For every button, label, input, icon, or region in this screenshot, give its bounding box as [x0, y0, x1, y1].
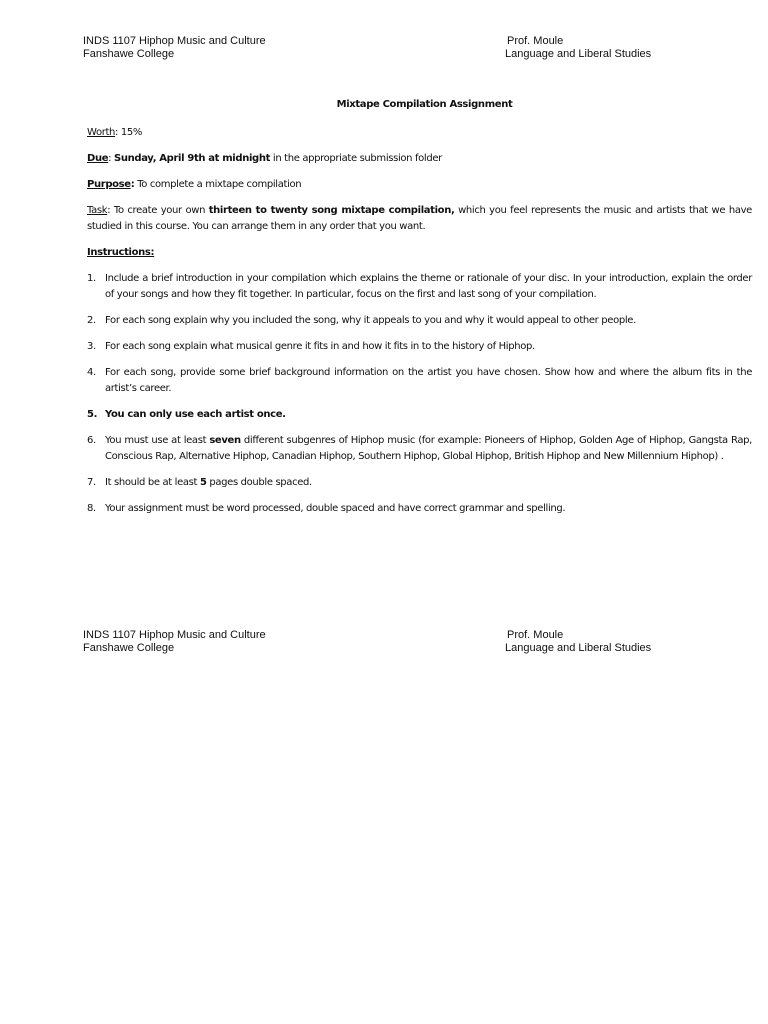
list-item	[87, 433, 752, 465]
task-bold: thirteen to twenty song mixtape compilation,	[208, 205, 455, 216]
professor-name: Prof. Moule	[507, 629, 564, 641]
worth-value: : 15%	[115, 127, 143, 138]
list-number: 7.	[87, 477, 96, 488]
instructions-label: Instructions:	[87, 247, 155, 258]
list-text-bold: seven	[209, 435, 241, 446]
list-text: You can only use each artist once.	[105, 409, 286, 420]
professor-name: Prof. Moule	[507, 35, 564, 47]
instructions-list	[87, 271, 752, 517]
department-name: Language and Liberal Studies	[505, 642, 652, 654]
instructions-heading	[87, 245, 752, 261]
list-text: Include a brief introduction in your compilation which explains the theme or rationale of your disc. In your introduction, explain the order of your songs and how they fit together. In particular, focus on the first and last song of your compilation.	[105, 273, 752, 300]
worth-line	[87, 125, 752, 141]
header-left	[83, 35, 266, 61]
list-text-post: pages double spaced.	[206, 477, 312, 488]
page-header	[0, 35, 768, 61]
list-number: 2.	[87, 315, 96, 326]
list-item	[87, 475, 752, 491]
list-text-pre: You must use at least	[105, 435, 210, 446]
footer-right	[505, 629, 651, 655]
due-line	[87, 151, 752, 167]
footer-left	[83, 629, 266, 655]
worth-label: Worth	[87, 127, 116, 138]
due-date: Sunday, April 9th at midnight	[114, 153, 271, 164]
department-name: Language and Liberal Studies	[505, 48, 652, 60]
list-text-bold: 5	[199, 477, 207, 488]
list-number: 6.	[87, 435, 96, 446]
assignment-body	[87, 97, 752, 527]
list-item	[87, 407, 752, 423]
list-item	[87, 365, 752, 397]
assignment-title: Mixtape Compilation Assignment	[336, 99, 513, 110]
purpose-text: To complete a mixtape compilation	[134, 179, 302, 190]
task-post: which you feel represents the music and artists that we have studied in this course. You can arrange them in any order that you want.	[87, 205, 752, 232]
list-item	[87, 271, 752, 303]
list-item	[87, 501, 752, 517]
list-text: For each song explain why you included the song, why it appeals to you and why it would appeal to other people.	[105, 315, 636, 326]
list-text: Your assignment must be word processed, double spaced and have correct grammar and spelling.	[105, 503, 566, 514]
college-name: Fanshawe College	[83, 642, 175, 654]
college-name: Fanshawe College	[83, 48, 175, 60]
page-footer-header	[0, 629, 768, 655]
purpose-sep: :	[130, 179, 135, 190]
list-number: 1.	[87, 273, 96, 284]
header-right	[505, 35, 651, 61]
due-sep: :	[108, 153, 115, 164]
list-number: 3.	[87, 341, 96, 352]
list-number: 4.	[87, 367, 96, 378]
list-text-pre: It should be at least	[105, 477, 200, 488]
due-label: Due	[87, 153, 109, 164]
course-name: INDS 1107 Hiphop Music and Culture	[83, 35, 266, 47]
due-rest: in the appropriate submission folder	[270, 153, 442, 164]
purpose-label: Purpose	[87, 179, 131, 190]
task-pre: : To create your own	[107, 205, 209, 216]
list-number: 8.	[87, 503, 96, 514]
course-name: INDS 1107 Hiphop Music and Culture	[83, 629, 266, 641]
list-text-post: different subgenres of Hiphop music (for example: Pioneers of Hiphop, Golden Age of Hiphop, Gangsta Rap, Conscious Rap, Alternative Hiphop, Canadian Hiphop, Southern Hiphop, Global Hiphop, British Hiphop and New Millennium Hiphop) .	[105, 435, 752, 462]
task-label: Task	[87, 205, 108, 216]
list-text: For each song explain what musical genre it fits in and how it fits in to the history of Hiphop.	[105, 341, 535, 352]
list-item	[87, 313, 752, 329]
list-item	[87, 339, 752, 355]
list-number: 5.	[87, 409, 98, 420]
task-paragraph	[87, 203, 752, 235]
list-text: For each song, provide some brief background information on the artist you have chosen. Show how and where the album fits in the artist’s career.	[105, 367, 752, 394]
purpose-line	[87, 177, 752, 193]
